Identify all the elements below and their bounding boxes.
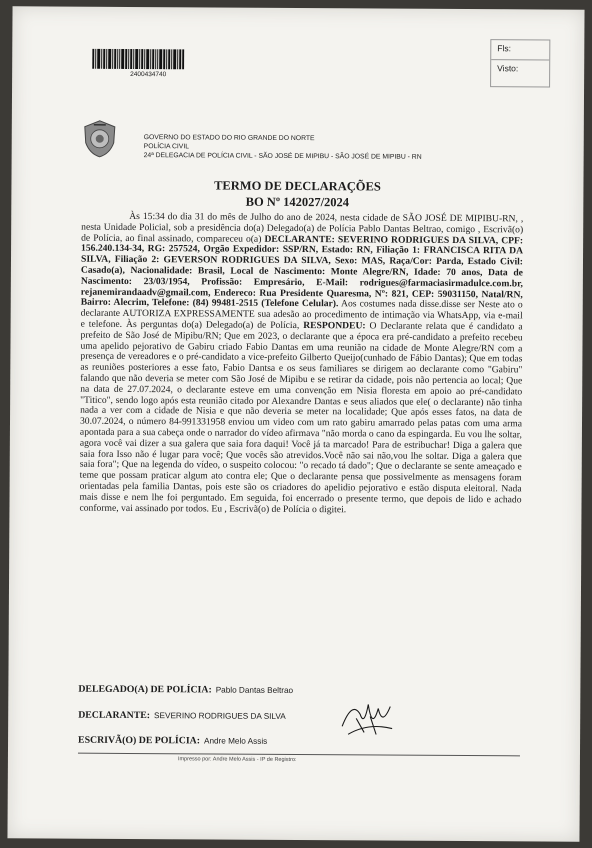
- printed-by-text: Impresso por: Andre Melo Assis - IP de Registro:: [177, 756, 297, 764]
- declarant-data: SEVERINO RODRIGUES DA SILVA, CPF: 156.240.134-34, RG: 257524, Orgão Expedidor: SSP/RN, Estado: RN, Filiação 1: FRANCISCA RITA DA SILVA, Filiação 2: GEVERSON RODRIGUES DA SILVA, Sexo: MAS, Raça/Cor: Parda, Estado Civil: Casado(a), Nacionalidade: Brasil, Local de Nascimento: Monte Alegre/RN, Idade: 70 anos, Data de Nascimento: 23/03/1954, Profissão: Empresário, E-Mail: rodrigues@farmaciasirmadulce.com.br, rejanemirandaadv@gmail.com, Endereco: Rua Presidente Quaresma, Nº: 821, CEP: 59031150, Natal/RN, Bairro: Alecrim, Telefone: (84) 99481-2515 (Telefone Celular).: [80, 233, 524, 310]
- delegado-label: DELEGADO(A) DE POLÍCIA:: [78, 683, 212, 696]
- intro-text: Às 15:34 do dia 31 do mês de Julho do ano de 2024, nesta cidade de SÃO JOSÉ DE MIPIBU-RN, , nesta Unidade Policial, sob a presidência do(a) Delegado(a) de Polícia Pablo Dantas Beltrao, comigo , Escrivã(o) de Polícia, ao final assinado, compareceu o(a): [81, 210, 524, 245]
- header-police: POLÍCIA CIVIL: [143, 143, 190, 151]
- closing-text: Nada mais disse e nem lhe foi perguntado. Em seguida, foi encerrado o presente termo, que depois de lido e achado conforme, vai assinado por todos. Eu , Escrivã(o) de Polícia o digitei.: [79, 483, 522, 515]
- bo-number: BO Nº 142027/2024: [245, 194, 350, 210]
- respondeu-label: RESPONDEU:: [303, 320, 366, 332]
- declarante-label: DECLARANTE:: [78, 709, 151, 722]
- handwritten-signature: [338, 696, 396, 740]
- footer-divider: [78, 753, 520, 757]
- document-title: TERMO DE DECLARAÇÕES: [214, 178, 381, 194]
- statement-text: O Declarante relata que é candidato a prefeito de São José de Mipibu/RN; Que em 2023, o declarante que a época era pré-candidato a prefeito recebeu uma apelido pejorativo de Gabiru criado Fabio Dantas em uma reunião na cidade de Monte Alegre/RN com a presença de vereadores e o pré-candidato a vice-prefeito Gilberto Queijo(cunhado de Fábio Dantas); Que em todas as reuniões posteriores a esse fato, Fabio Dantsa e os seus familiares se dirigem ao declarante como "Gabiru" falando que não deveria se meter com São José de Mipibu e se retirar da cidade, pois não pertencia ao local; Que na data de 27.07.2024, o declarante esteve em uma convenção em Nisia floresta em apoio ao pré-candidato "Titico", sendo logo após esta reunião citado por Alexandre Dantas e seus aliados que ele( o declarante) não tinha nada a ver com a cidade de Nisia e que não deveria se meter na localidade; Que após esses fatos, na data de 30.07.2024, o número 84-991331958 enviou um video com um rato gabiru amarrado pelas patas com uma arma apontada para a sua cabeça onde o narrador do vídeo afirmava "não morda o cano da espingarda. Eu vou lhe soltar, agora você vai dizer a sua galera que saia fora daqui! Você já ta marcado! Para de estribuchar! Diga a galera que saia fora Isso não é lugar para você; Que vocês são atrevidos.Você não sai não,vou lhe soltar. Diga a galera que saia fora"; Que na legenda do vídeo, o suspeito colocou: "o recado tá dado"; Que o declarante se sente ameaçado e teme que possam praticar algum ato contra ele; Que o declarante pensa que possivelmente as mensagens foram orientadas pela familia Dantas, pois este são os criadores do apelidio pejorativo e estão disputa eleitoral.: [79, 320, 523, 495]
- costumes-text: Aos costumes nada disse.disse ser Neste ato o declarante AUTORIZA EXPRESSAMENTE sua adesão ao procedimento de intimação via WhatsApp, via e-mail e telefone. Às perguntas do(a) Delegado(a) de Polícia,: [80, 298, 523, 331]
- stamp-box: [490, 39, 550, 87]
- statement-body: [79, 212, 523, 517]
- barcode-number: 2400434740: [130, 70, 167, 79]
- escrivao-name: Andre Melo Assis: [203, 736, 268, 746]
- escrivao-signature-line: [78, 735, 267, 747]
- header-government: GOVERNO DO ESTADO DO RIO GRANDE DO NORTE: [143, 134, 315, 143]
- delegado-signature-line: [78, 684, 293, 696]
- document-title-block: [11, 176, 583, 211]
- escrivao-label: ESCRIVÃ(O) DE POLÍCIA:: [78, 734, 201, 747]
- declarante-name: SEVERINO RODRIGUES DA SILVA: [154, 711, 286, 721]
- fis-label: Fls:: [497, 43, 512, 54]
- document-footer: [78, 756, 520, 764]
- declarant-label: DECLARANTE:: [264, 233, 335, 245]
- police-seal-icon: [82, 119, 118, 159]
- document-page: [7, 6, 584, 841]
- delegado-name: Pablo Dantas Beltrao: [215, 685, 294, 695]
- statement-paragraph: [79, 212, 523, 517]
- declarante-signature-line: [78, 710, 286, 722]
- header-precinct: 24ª DELEGACIA DE POLÍCIA CIVIL - SÃO JOSÉ DE MIPIBU - SÃO JOSÉ DE MIPIBU - RN: [143, 152, 422, 161]
- visto-label: Visto:: [491, 59, 549, 79]
- agency-header: [144, 133, 422, 162]
